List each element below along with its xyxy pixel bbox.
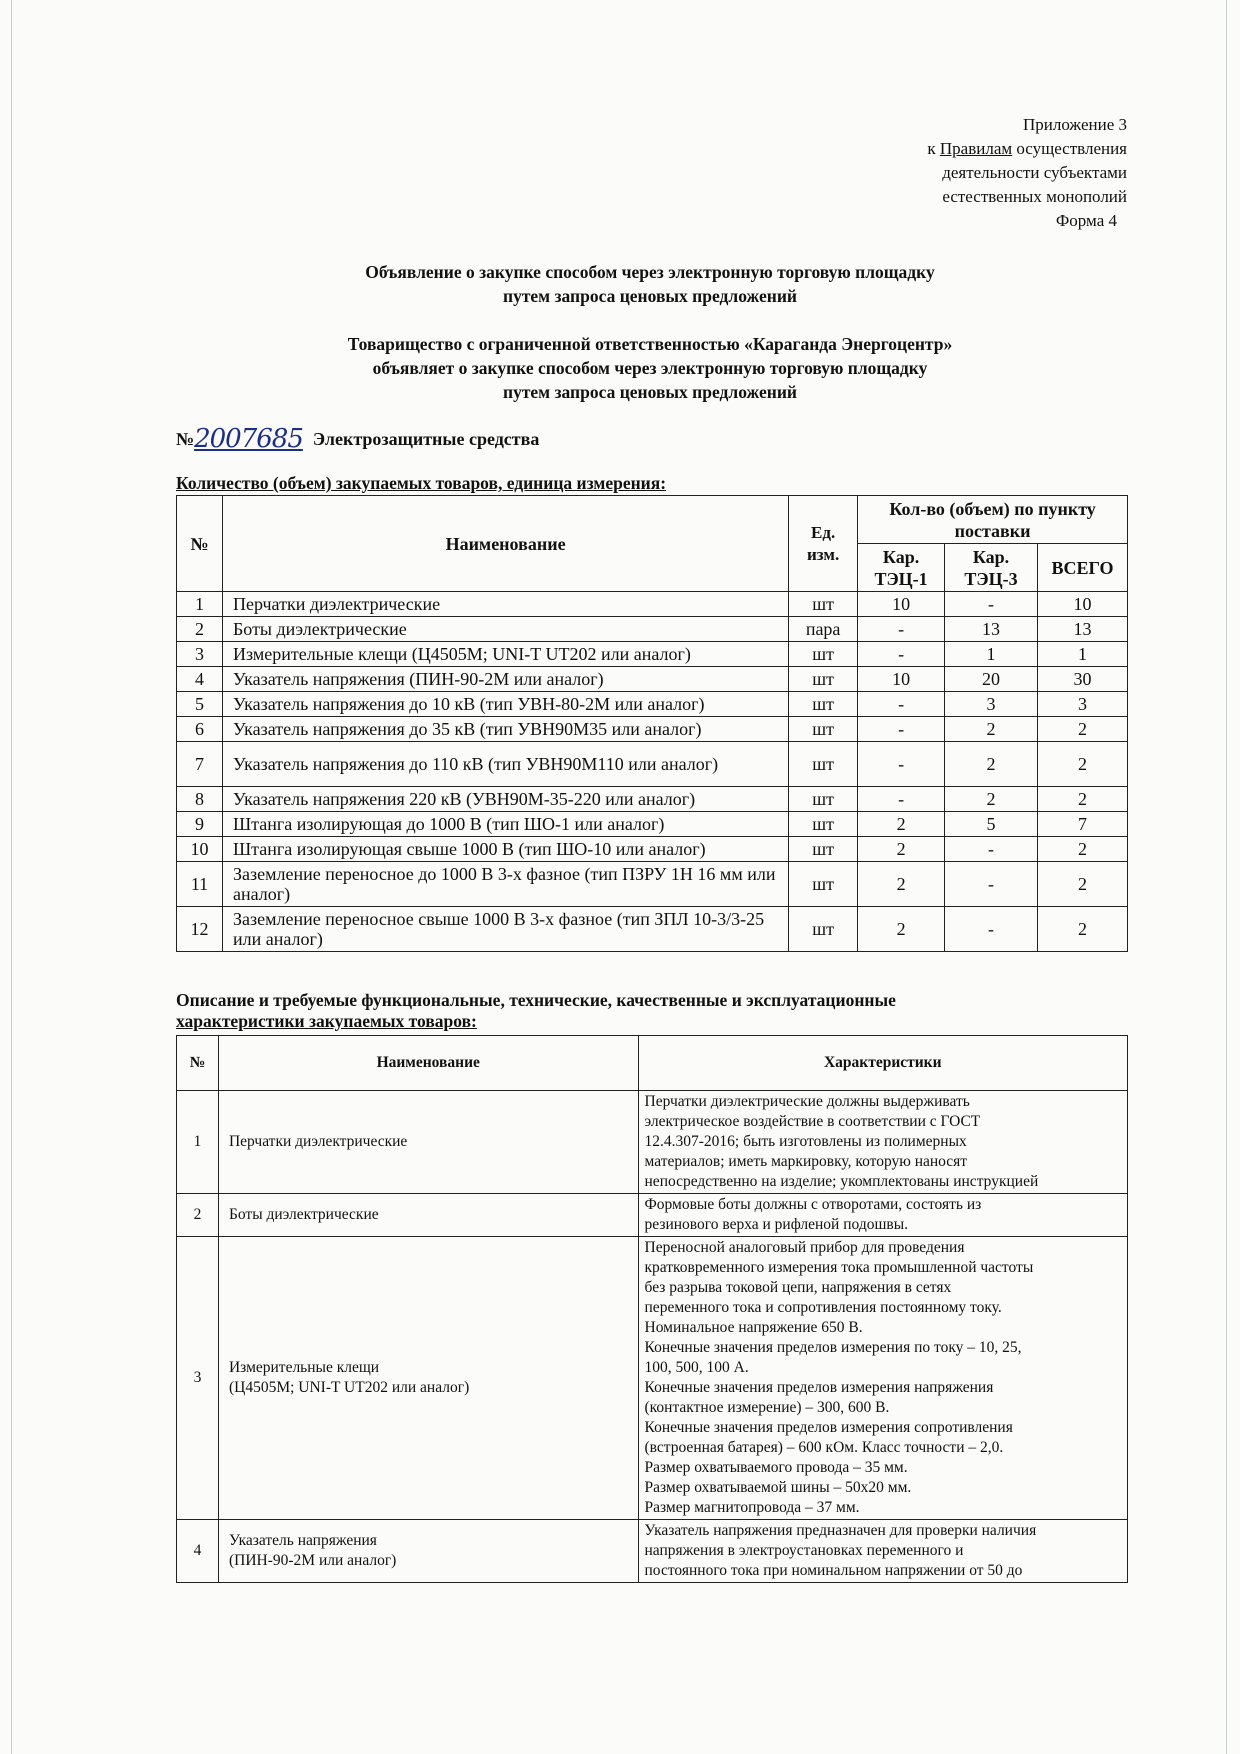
qty-tec1: 10	[858, 592, 945, 617]
qty-tec1: -	[858, 742, 945, 787]
qty-tec1: -	[858, 617, 945, 642]
qty-tec3: 20	[945, 667, 1038, 692]
qty-tec3: 13	[945, 617, 1038, 642]
row-number: 5	[177, 692, 223, 717]
table-row	[177, 692, 1128, 717]
row-number: 11	[177, 862, 223, 907]
spec-line: переменного тока и сопротивления постоянному току.	[644, 1299, 1002, 1316]
spec-line: Перчатки диэлектрические должны выдерживать	[644, 1093, 970, 1110]
item-name: Боты диэлектрические	[222, 617, 788, 642]
spec-table-caption-line1: Описание и требуемые функциональные, технические, качественные и эксплуатационные	[176, 990, 896, 1010]
row-number: 4	[177, 667, 223, 692]
spec-item-name-line: (ПИН-90-2М или аналог)	[228, 1552, 397, 1569]
qty-total: 10	[1038, 592, 1128, 617]
table-row	[177, 592, 1128, 617]
qty-tec3: 3	[945, 692, 1038, 717]
qty-tec3: -	[945, 592, 1038, 617]
spec-row-number: 1	[177, 1091, 219, 1194]
table-row	[177, 812, 1128, 837]
spec-table	[176, 1035, 1128, 1583]
spec-line: Формовые боты должны с отворотами, состоять из	[644, 1196, 982, 1213]
qty-total: 2	[1038, 837, 1128, 862]
spec-line: Конечные значения пределов измерения напряжения	[644, 1379, 994, 1396]
announcement-line: объявляет о закупке способом через электронную торговую площадку	[372, 358, 928, 378]
item-name: Заземление переносное свыше 1000 В 3-х фазное (тип ЗПЛ 10-3/3-25 или аналог)	[222, 907, 788, 952]
spec-item-name-line: Боты диэлектрические	[228, 1206, 379, 1223]
row-number: 6	[177, 717, 223, 742]
title-line: Объявление о закупке способом через электронную торговую площадку	[365, 262, 935, 282]
item-name: Указатель напряжения до 35 кВ (тип УВН90М35 или аналог)	[222, 717, 788, 742]
spec-header-spec: Характеристики	[638, 1036, 1127, 1091]
header-unit: Ед. изм.	[789, 496, 858, 592]
item-name: Указатель напряжения до 10 кВ (тип УВН-80-2М или аналог)	[222, 692, 788, 717]
qty-total: 2	[1038, 907, 1128, 952]
spec-item-name	[218, 1520, 638, 1583]
spec-characteristics	[638, 1091, 1127, 1194]
qty-tec1: 2	[858, 837, 945, 862]
spec-item-name	[218, 1194, 638, 1237]
spec-line: Размер охватываемого провода – 35 мм.	[644, 1459, 908, 1476]
item-unit: шт	[789, 642, 858, 667]
spec-characteristics	[638, 1237, 1127, 1520]
spec-line: (встроенная батарея) – 600 кОм. Класс точности – 2,0.	[644, 1439, 1004, 1456]
spec-table-body	[177, 1091, 1128, 1583]
spec-header-name: Наименование	[218, 1036, 638, 1091]
qty-tec1: 10	[858, 667, 945, 692]
form-number: Форма 4	[1055, 211, 1117, 230]
header-total: ВСЕГО	[1038, 544, 1128, 592]
qty-tec1: 2	[858, 907, 945, 952]
table-row	[177, 787, 1128, 812]
qty-tec3: 5	[945, 812, 1038, 837]
item-unit: шт	[789, 742, 858, 787]
table-row	[177, 717, 1128, 742]
table-row	[177, 1091, 1128, 1194]
qty-total: 2	[1038, 742, 1128, 787]
spec-line: резинового верха и рифленой подошвы.	[644, 1216, 908, 1233]
lot-name: Электрозащитные средства	[312, 429, 540, 449]
appendix-line: Приложение 3	[1023, 115, 1127, 134]
spec-line: 12.4.307-2016; быть изготовлены из полимерных	[644, 1133, 967, 1150]
spec-line: напряжения в электроустановках переменного и	[644, 1542, 964, 1559]
spec-line: Указатель напряжения предназначен для проверки наличия	[644, 1522, 1037, 1539]
quantity-table-body	[177, 592, 1128, 952]
item-unit: шт	[789, 862, 858, 907]
spec-item-name-line: Указатель напряжения	[228, 1532, 377, 1549]
qty-tec1: -	[858, 692, 945, 717]
item-unit: шт	[789, 592, 858, 617]
row-number: 1	[177, 592, 223, 617]
row-number: 9	[177, 812, 223, 837]
header-delivery-group: Кол-во (объем) по пункту поставки	[858, 496, 1128, 544]
quantity-table	[176, 495, 1128, 952]
row-number: 2	[177, 617, 223, 642]
qty-tec3: 2	[945, 742, 1038, 787]
spec-line: без разрыва токовой цепи, напряжения в сетях	[644, 1279, 952, 1296]
item-name: Штанга изолирующая до 1000 В (тип ШО-1 или аналог)	[222, 812, 788, 837]
item-name: Указатель напряжения до 110 кВ (тип УВН90М110 или аналог)	[222, 742, 788, 787]
table-row	[177, 907, 1128, 952]
qty-total: 2	[1038, 862, 1128, 907]
qty-tec3: -	[945, 907, 1038, 952]
qty-tec1: 2	[858, 862, 945, 907]
spec-item-name-line: (Ц4505М; UNI-T UT202 или аналог)	[228, 1379, 470, 1396]
qty-total: 7	[1038, 812, 1128, 837]
appendix-line: естественных монополий	[942, 187, 1127, 206]
qty-total: 2	[1038, 717, 1128, 742]
row-number: 10	[177, 837, 223, 862]
document-title	[160, 260, 1140, 308]
table-row	[177, 1520, 1128, 1583]
item-name: Заземление переносное до 1000 В 3-х фазное (тип ПЗРУ 1Н 16 мм или аналог)	[222, 862, 788, 907]
qty-total: 1	[1038, 642, 1128, 667]
item-name: Штанга изолирующая свыше 1000 В (тип ШО-10 или аналог)	[222, 837, 788, 862]
item-name: Указатель напряжения 220 кВ (УВН90М-35-220 или аналог)	[222, 787, 788, 812]
qty-total: 3	[1038, 692, 1128, 717]
announcement-line: Товарищество с ограниченной ответственностью «Караганда Энергоцентр»	[347, 334, 953, 354]
item-unit: шт	[789, 907, 858, 952]
lot-number-handwritten: 2007685	[194, 424, 303, 454]
item-name: Указатель напряжения (ПИН-90-2М или аналог)	[222, 667, 788, 692]
spec-table-caption-line2: характеристики закупаемых товаров:	[176, 1011, 477, 1031]
row-number: 7	[177, 742, 223, 787]
header-num: №	[177, 496, 223, 592]
spec-row-number: 4	[177, 1520, 219, 1583]
item-name: Перчатки диэлектрические	[222, 592, 788, 617]
item-unit: шт	[789, 787, 858, 812]
qty-total: 13	[1038, 617, 1128, 642]
appendix-line-1: к Правилам осуществления	[927, 139, 1127, 158]
announcement-block	[160, 332, 1140, 404]
spec-line: (контактное измерение) – 300, 600 В.	[644, 1399, 890, 1416]
spec-line: кратковременного измерения тока промышленной частоты	[644, 1259, 1034, 1276]
appendix-block	[827, 113, 1127, 233]
table-row	[177, 642, 1128, 667]
row-number: 8	[177, 787, 223, 812]
table-row	[177, 1237, 1128, 1520]
qty-total: 30	[1038, 667, 1128, 692]
appendix-line	[827, 137, 1127, 161]
item-unit: шт	[789, 717, 858, 742]
spec-characteristics	[638, 1194, 1127, 1237]
spec-characteristics	[638, 1520, 1127, 1583]
spec-item-name	[218, 1237, 638, 1520]
qty-tec3: 2	[945, 717, 1038, 742]
item-unit: шт	[789, 667, 858, 692]
appendix-line: деятельности субъектами	[942, 163, 1127, 182]
spec-line: Конечные значения пределов измерения сопротивления	[644, 1419, 1013, 1436]
qty-tec1: 2	[858, 812, 945, 837]
quantity-table-caption: Количество (объем) закупаемых товаров, единица измерения:	[176, 473, 667, 493]
qty-tec3: -	[945, 837, 1038, 862]
table-row	[177, 1194, 1128, 1237]
spec-line: электрическое воздействие в соответствии с ГОСТ	[644, 1113, 981, 1130]
item-name: Измерительные клещи (Ц4505М; UNI-T UT202 или аналог)	[222, 642, 788, 667]
item-unit: шт	[789, 837, 858, 862]
table-row	[177, 837, 1128, 862]
spec-line: материалов; иметь маркировку, которую наносят	[644, 1153, 968, 1170]
spec-line: Размер охватываемой шины – 50х20 мм.	[644, 1479, 912, 1496]
spec-item-name-line: Измерительные клещи	[228, 1359, 380, 1376]
title-line: путем запроса ценовых предложений	[502, 286, 797, 306]
lot-prefix: №	[176, 429, 195, 449]
spec-line: 100, 500, 100 А.	[644, 1359, 749, 1376]
spec-line: Конечные значения пределов измерения по току – 10, 25,	[644, 1339, 1022, 1356]
spec-item-name-line: Перчатки диэлектрические	[228, 1133, 408, 1150]
header-name: Наименование	[222, 496, 788, 592]
qty-tec1: -	[858, 787, 945, 812]
announcement-line: путем запроса ценовых предложений	[502, 382, 797, 402]
qty-tec1: -	[858, 717, 945, 742]
item-unit: шт	[789, 692, 858, 717]
spec-line: Переносной аналоговый прибор для проведения	[644, 1239, 965, 1256]
row-number: 3	[177, 642, 223, 667]
table-row	[177, 617, 1128, 642]
spec-row-number: 3	[177, 1237, 219, 1520]
spec-line: Номинальное напряжение 650 В.	[644, 1319, 863, 1336]
spec-header-num: №	[177, 1036, 219, 1091]
item-unit: пара	[789, 617, 858, 642]
table-row	[177, 862, 1128, 907]
lot-line	[176, 422, 539, 452]
qty-tec3: 2	[945, 787, 1038, 812]
item-unit: шт	[789, 812, 858, 837]
spec-line: постоянного тока при номинальном напряжении от 50 до	[644, 1562, 1023, 1579]
scan-edge-left	[11, 0, 12, 1754]
header-tec3: Кар. ТЭЦ-3	[945, 544, 1038, 592]
qty-total: 2	[1038, 787, 1128, 812]
spec-item-name	[218, 1091, 638, 1194]
table-row	[177, 667, 1128, 692]
table-row	[177, 742, 1128, 787]
spec-line: непосредственно на изделие; укомплектованы инструкцией	[644, 1173, 1039, 1190]
qty-tec3: 1	[945, 642, 1038, 667]
header-tec1: Кар. ТЭЦ-1	[858, 544, 945, 592]
spec-line: Размер магнитопровода – 37 мм.	[644, 1499, 860, 1516]
qty-tec3: -	[945, 862, 1038, 907]
scan-edge-right	[1226, 0, 1227, 1754]
row-number: 12	[177, 907, 223, 952]
qty-tec1: -	[858, 642, 945, 667]
spec-row-number: 2	[177, 1194, 219, 1237]
